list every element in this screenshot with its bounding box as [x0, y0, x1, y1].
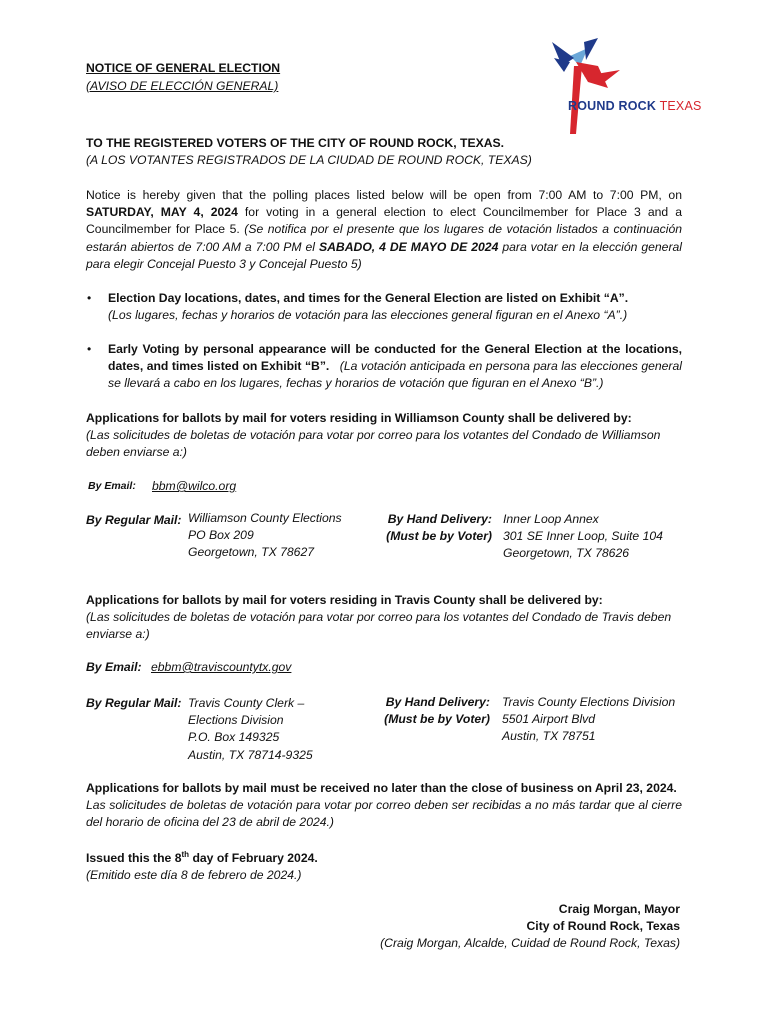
- address-line: Georgetown, TX 78626: [503, 546, 630, 561]
- signature-city: City of Round Rock, Texas: [526, 919, 680, 934]
- bullet-text: Early Voting by personal appearance will be conducted for the General Election at the locations, dates, and times listed on Exhibit “B”.: [108, 342, 682, 374]
- star-logo-icon: [540, 36, 700, 136]
- signature-block: [300, 901, 680, 953]
- intro-date-es: SABADO, 4 DE MAYO DE 2024: [318, 239, 499, 254]
- email-label: By Email:: [86, 660, 142, 674]
- address-line: P.O. Box 149325: [188, 730, 280, 745]
- address-line: Austin, TX 78751: [502, 729, 596, 744]
- address-line: Georgetown, TX 78627: [188, 545, 315, 560]
- bullet-text-es: (La votación anticipada en persona para las elecciones general se llevará a cabo en los lugares, fechas y horarios de votación que figuran en el Anexo “B”.): [108, 359, 682, 391]
- address-line: Inner Loop Annex: [503, 512, 599, 526]
- addressee-es: (A LOS VOTANTES REGISTRADOS DE LA CIUDAD DE ROUND ROCK, TEXAS): [86, 153, 532, 167]
- bullet-item: [108, 341, 682, 393]
- issued-date: [86, 850, 318, 867]
- round-rock-logo: [540, 36, 700, 136]
- bullet-dot: •: [87, 291, 92, 305]
- bullet-text-es: (Los lugares, fechas y horarios de votación para las elecciones general figuran en el Anexo “A”.): [108, 308, 628, 323]
- bullet-item: [108, 290, 682, 324]
- signature-es: (Craig Morgan, Alcalde, Cuidad de Round Rock, Texas): [380, 936, 680, 951]
- issued-ordinal: th: [181, 849, 190, 859]
- williamson-email-link[interactable]: bbm@wilco.org: [152, 479, 237, 493]
- intro-paragraph: [86, 187, 682, 273]
- williamson-heading: Applications for ballots by mail for voters residing in Williamson County shall be delivered by:: [86, 411, 632, 425]
- addressee: TO THE REGISTERED VOTERS OF THE CITY OF ROUND ROCK, TEXAS.: [86, 136, 505, 150]
- page-title-es: (AVISO DE ELECCIÓN GENERAL): [86, 79, 279, 93]
- travis-mail-address: [188, 695, 313, 764]
- issued-text: Issued this the 8: [86, 851, 182, 865]
- williamson-hand-address: [503, 511, 663, 563]
- deadline-text-es: Las solicitudes de boletas de votación para votar por correo deben ser recibidas a no más tardar que al cierre del horario de oficina del 23 de abril de 2024.): [86, 798, 682, 830]
- signature-name: Craig Morgan, Mayor: [558, 902, 680, 916]
- intro-text-es-2: para votar en la elección general para elegir Concejal Puesto 3 y Concejal Puesto 5): [86, 239, 683, 271]
- deadline-text: Applications for ballots by mail must be received no later than the close of business on April 23, 2024.: [86, 781, 677, 795]
- address-line: 5501 Airport Blvd: [502, 712, 596, 727]
- hand-delivery-label-text: By Hand Delivery:: [387, 512, 492, 526]
- intro-text-1: Notice is hereby given that the polling places listed below will be open from 7:00 AM to 7:00 PM, on: [86, 188, 682, 202]
- issued-text-end: day of February 2024.: [189, 851, 318, 865]
- address-line: Travis County Elections Division: [502, 695, 676, 709]
- travis-email-link[interactable]: ebbm@traviscountytx.gov: [151, 660, 292, 674]
- intro-text-2: for voting in a general election to elect Councilmember for Place 3 and a Councilmember for Place 5.: [86, 205, 682, 237]
- logo-text-round-rock: ROUND ROCK: [568, 99, 657, 113]
- hand-delivery-label-text: By Hand Delivery:: [385, 695, 490, 709]
- address-line: Austin, TX 78714-9325: [188, 747, 313, 762]
- address-line: Elections Division: [188, 713, 284, 728]
- address-line: Williamson County Elections: [188, 511, 342, 525]
- travis-heading-es: (Las solicitudes de boletas de votación para votar por correo para los votantes del Condado de Travis deben enviarse a:): [86, 610, 672, 642]
- williamson-mail-address: [188, 510, 342, 562]
- regular-mail-label: By Regular Mail:: [86, 696, 182, 710]
- bullet-text: Election Day locations, dates, and times for the General Election are listed on Exhibit “A”.: [108, 291, 629, 305]
- issued-date-es: (Emitido este día 8 de febrero de 2024.): [86, 868, 302, 882]
- bullet-dot: •: [87, 342, 92, 356]
- intro-date: SATURDAY, MAY 4, 2024: [86, 205, 238, 220]
- hand-delivery-label: [368, 694, 490, 728]
- hand-delivery-label: [370, 511, 492, 545]
- address-line: Travis County Clerk –: [188, 696, 305, 710]
- page-title: NOTICE OF GENERAL ELECTION: [86, 61, 281, 75]
- email-label: By Email:: [88, 480, 136, 492]
- address-line: PO Box 209: [188, 528, 254, 543]
- williamson-heading-es: (Las solicitudes de boletas de votación para votar por correo para los votantes del Condado de Williamson deben enviarse a:): [86, 428, 661, 460]
- must-be-voter-text: (Must be by Voter): [386, 529, 492, 544]
- regular-mail-label: By Regular Mail:: [86, 513, 182, 527]
- must-be-voter-text: (Must be by Voter): [384, 712, 490, 727]
- logo-text-texas: TEXAS: [659, 99, 702, 113]
- intro-text-es-1: (Se notifica por el presente que los lugares de votación listados a continuación estarán abiertos de 7:00 AM a 7:00 PM el: [86, 222, 682, 254]
- travis-hand-address: [502, 694, 675, 746]
- address-line: 301 SE Inner Loop, Suite 104: [503, 529, 663, 544]
- travis-heading: Applications for ballots by mail for voters residing in Travis County shall be delivered by:: [86, 593, 603, 607]
